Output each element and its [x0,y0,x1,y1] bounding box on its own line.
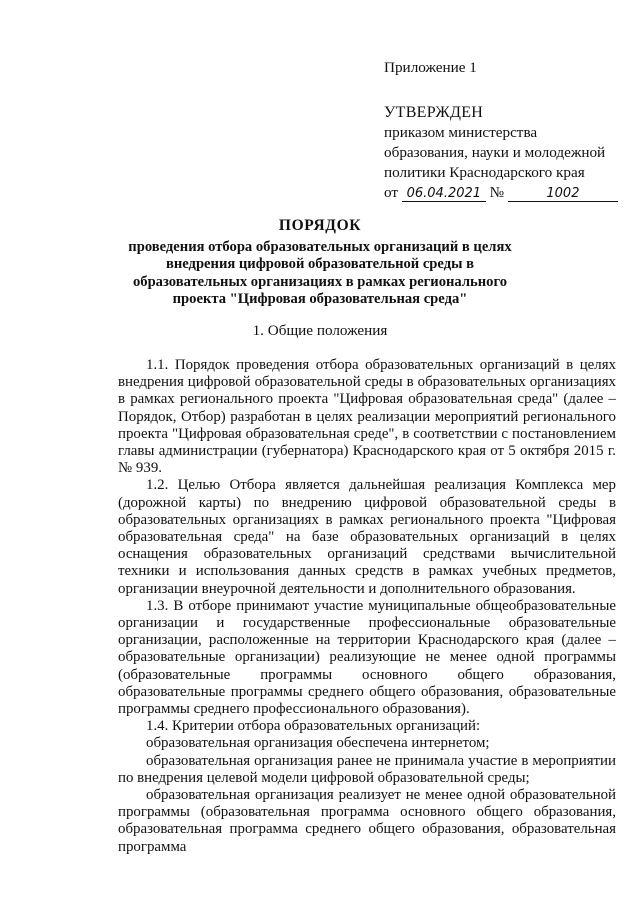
paragraph: 1.3. В отборе принимают участие муниципальные общеобразовательные организации и государственные профессиональные образовательные организации, расположенные на территории Краснодарского края (далее –образовательные организации) реализующие не менее одной программы (образовательные программы основного общего образования, образовательные программы среднего общего образования, образовательные программы среднего профессионального образования). [118,597,616,718]
annex-label: Приложение 1 [384,59,477,76]
document-body [118,357,616,856]
paragraph: 1.1. Порядок проведения отбора образовательных организаций в целях внедрения цифровой образовательной среды в образовательных организациях в рамках регионального проекта "Цифровая образовательная среда" (далее – Порядок, Отбор) разработан в целях реализации мероприятий регионального проекта "Цифровая образовательная среде", в соответствии с постановлением главы администрации (губернатора) Краснодарского края от 5 октября 2015 г. № 939. [118,357,616,477]
approval-line: образования, науки и молодежной [384,144,606,161]
title-subtitle-line: проекта "Цифровая образовательная среда" [172,291,468,307]
document-title [100,217,540,309]
title-heading: ПОРЯДОК [278,217,362,234]
paragraph: 1.2. Целью Отбора является дальнейшая реализация Комплекса мер (дорожной карты) по внедрению цифровой образовательной среды в образовательных организациях в рамках регионального проекта "Цифровая образовательная среда" на базе образовательных организаций в целях оснащения образовательных организаций средствами вычислительной техники и использования данных средств в рамках учебных предметов, организации внеурочной деятельности и дополнительного образования. [118,477,616,597]
paragraph: образовательная организация обеспечена интернетом; [146,735,490,752]
paragraph: образовательная организация реализует не менее одной образовательной программы (образовательная программа основного общего образования, образовательная программа среднего общего образования, образовательная программа [118,787,616,855]
title-subtitle-line: внедрения цифровой образовательной среды в [165,256,475,272]
approval-block [384,58,624,203]
number-sign: № [489,184,505,201]
handwritten-date: 06.04.2021 [402,186,486,202]
paragraph: образовательная организация ранее не принимала участие в мероприятии по внедрения целевой модели цифровой образовательной среды; [118,752,616,786]
title-subtitle-line: образовательных организациях в рамках регионального [132,273,508,290]
title-subtitle-line: проведения отбора образовательных организаций в целях [128,238,512,255]
paragraph: 1.4. Критерии отбора образовательных организаций: [146,718,481,735]
handwritten-number: 1002 [508,186,618,202]
approval-date-line [384,183,624,203]
approved-heading: УТВЕРЖДЕН [384,104,484,121]
approval-line: политики Краснодарского края [384,164,585,181]
approval-line: приказом министерства [384,124,538,141]
date-prefix: от [384,184,399,201]
section-heading: 1. Общие положения [252,322,388,339]
